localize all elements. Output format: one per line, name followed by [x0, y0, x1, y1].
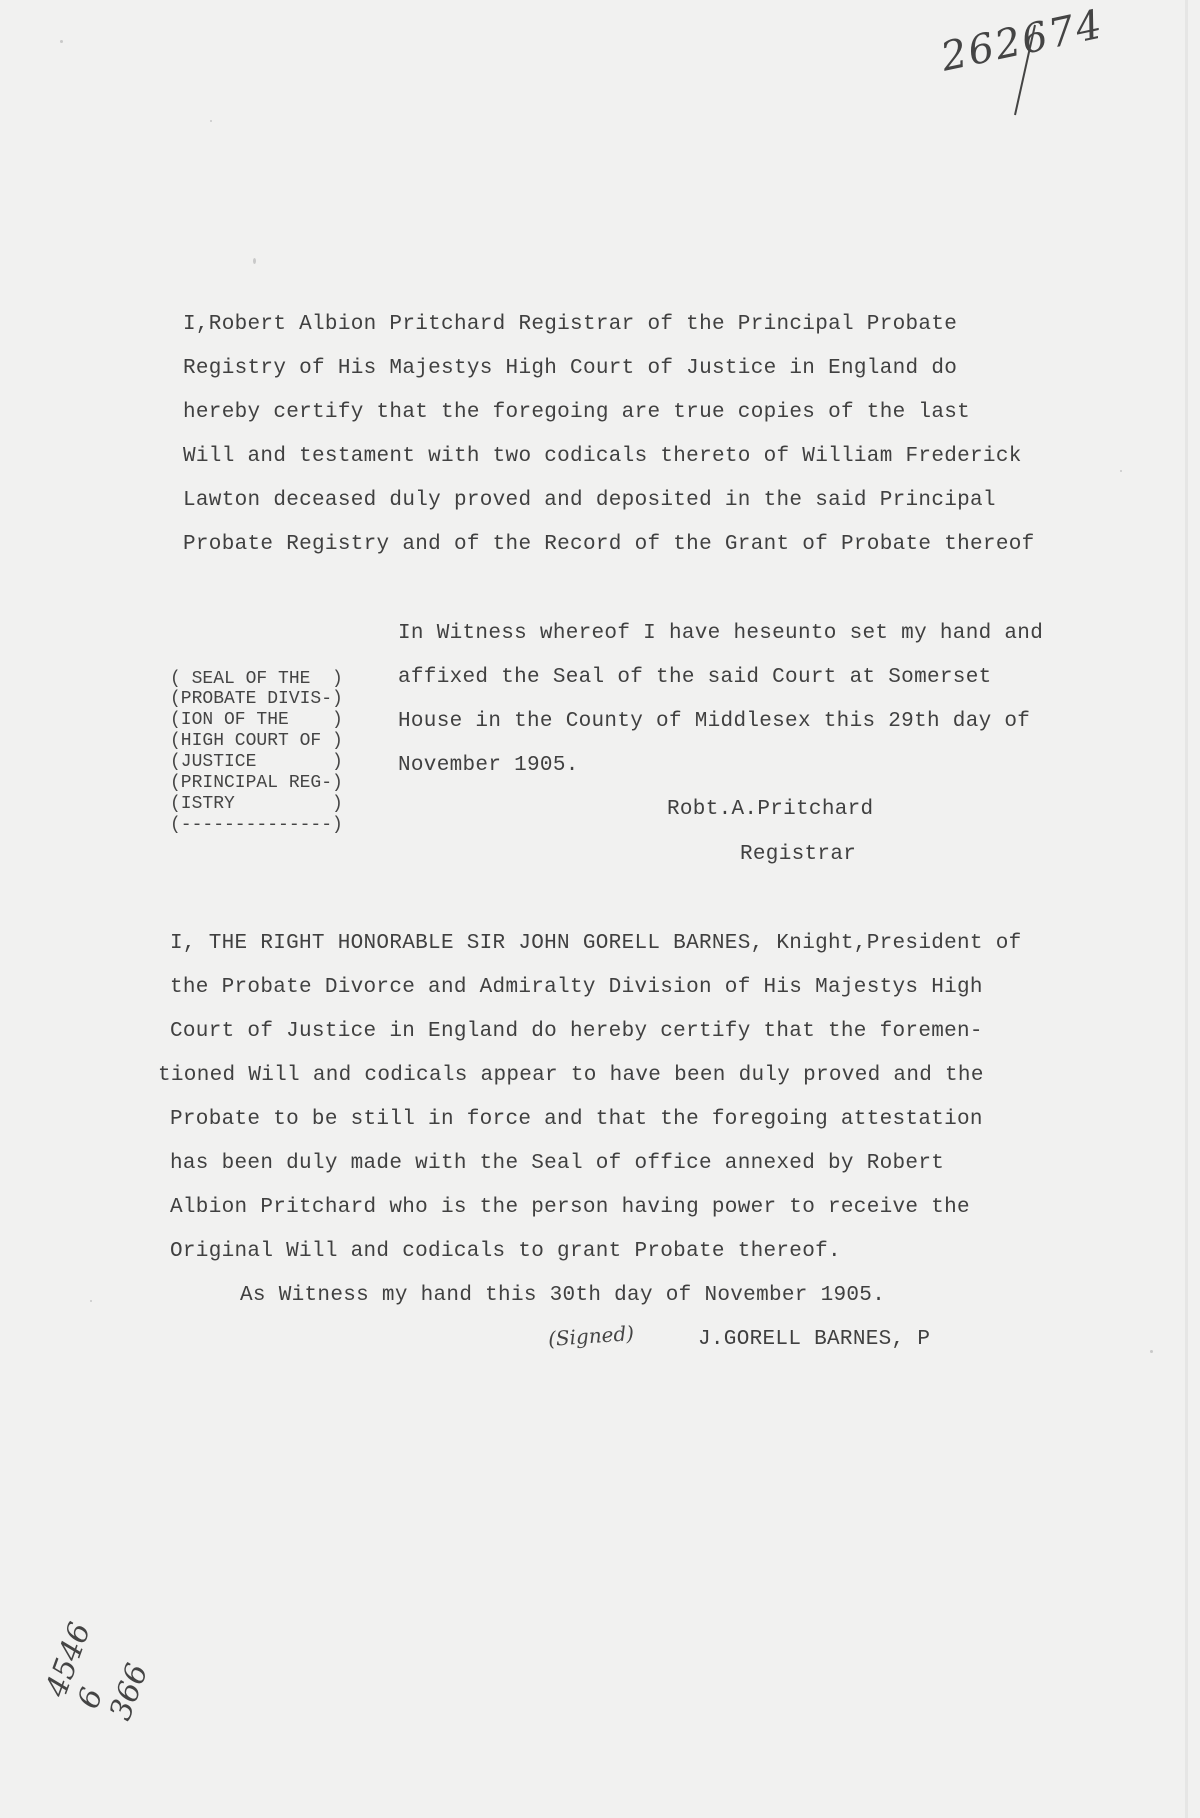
certificate-line: Probate Registry and of the Record of the Grant of Probate thereof: [183, 533, 1035, 556]
certificate-line: hereby certify that the foregoing are true copies of the last: [183, 401, 971, 424]
seal-text-line: (PROBATE DIVIS-): [170, 689, 343, 709]
seal-text-line: (HIGH COURT OF ): [170, 731, 343, 751]
president-certificate-line: tioned Will and codicals appear to have been duly proved and the: [158, 1064, 984, 1087]
president-certificate-line: Original Will and codicals to grant Probate thereof.: [170, 1240, 841, 1263]
witness-line: affixed the Seal of the said Court at Somerset: [398, 666, 992, 689]
president-certificate-line: I, THE RIGHT HONORABLE SIR JOHN GORELL BARNES, Knight,President of: [170, 932, 1022, 955]
president-certificate-line: has been duly made with the Seal of office annexed by Robert: [170, 1152, 945, 1175]
president-certificate-line: the Probate Divorce and Admiralty Division of His Majestys High: [170, 976, 983, 999]
seal-text-line: (JUSTICE ): [170, 752, 343, 772]
president-witness-line: As Witness my hand this 30th day of November 1905.: [240, 1284, 886, 1307]
pen-stroke: [1005, 20, 1045, 120]
seal-text-line: (ION OF THE ): [170, 710, 343, 730]
page-edge-shadow: [1185, 0, 1188, 1818]
witness-line: House in the County of Middlesex this 29th day of: [398, 710, 1031, 733]
scan-speck: [210, 120, 212, 122]
seal-text-line: (ISTRY ): [170, 794, 343, 814]
handwritten-doc-number: 262674: [937, 1, 1108, 81]
signed-label: (Signed): [547, 1321, 635, 1351]
scan-speck: [90, 1300, 92, 1302]
certificate-line: I,Robert Albion Pritchard Registrar of the Principal Probate: [183, 313, 958, 336]
registrar-signature: Robt.A.Pritchard: [667, 798, 874, 821]
president-signature: J.GORELL BARNES, P: [698, 1328, 931, 1351]
seal-box: [170, 670, 388, 836]
certificate-line: Registry of His Majestys High Court of Justice in England do: [183, 357, 958, 380]
scan-speck: [1150, 1350, 1153, 1353]
scan-speck: [60, 40, 63, 43]
witness-line: In Witness whereof I have heseunto set my hand and: [398, 622, 1044, 645]
scan-speck: [1120, 470, 1122, 472]
certificate-line: Lawton deceased duly proved and deposited in the said Principal: [183, 489, 996, 512]
certificate-line: Will and testament with two codicals thereto of William Frederick: [183, 445, 1022, 468]
registrar-title: Registrar: [740, 843, 857, 866]
president-certificate-line: Court of Justice in England do hereby certify that the foremen-: [170, 1020, 983, 1043]
seal-text-line: (PRINCIPAL REG-): [170, 773, 343, 793]
seal-text-line: ( SEAL OF THE ): [170, 669, 343, 689]
president-certificate-line: Albion Pritchard who is the person having power to receive the: [170, 1196, 970, 1219]
witness-line: November 1905.: [398, 754, 579, 777]
president-certificate-line: Probate to be still in force and that the foregoing attestation: [170, 1108, 983, 1131]
scan-speck: [253, 258, 256, 264]
handwritten-margin-note: 4546 6 366: [39, 1617, 156, 1725]
seal-text-line: (--------------): [170, 815, 343, 835]
